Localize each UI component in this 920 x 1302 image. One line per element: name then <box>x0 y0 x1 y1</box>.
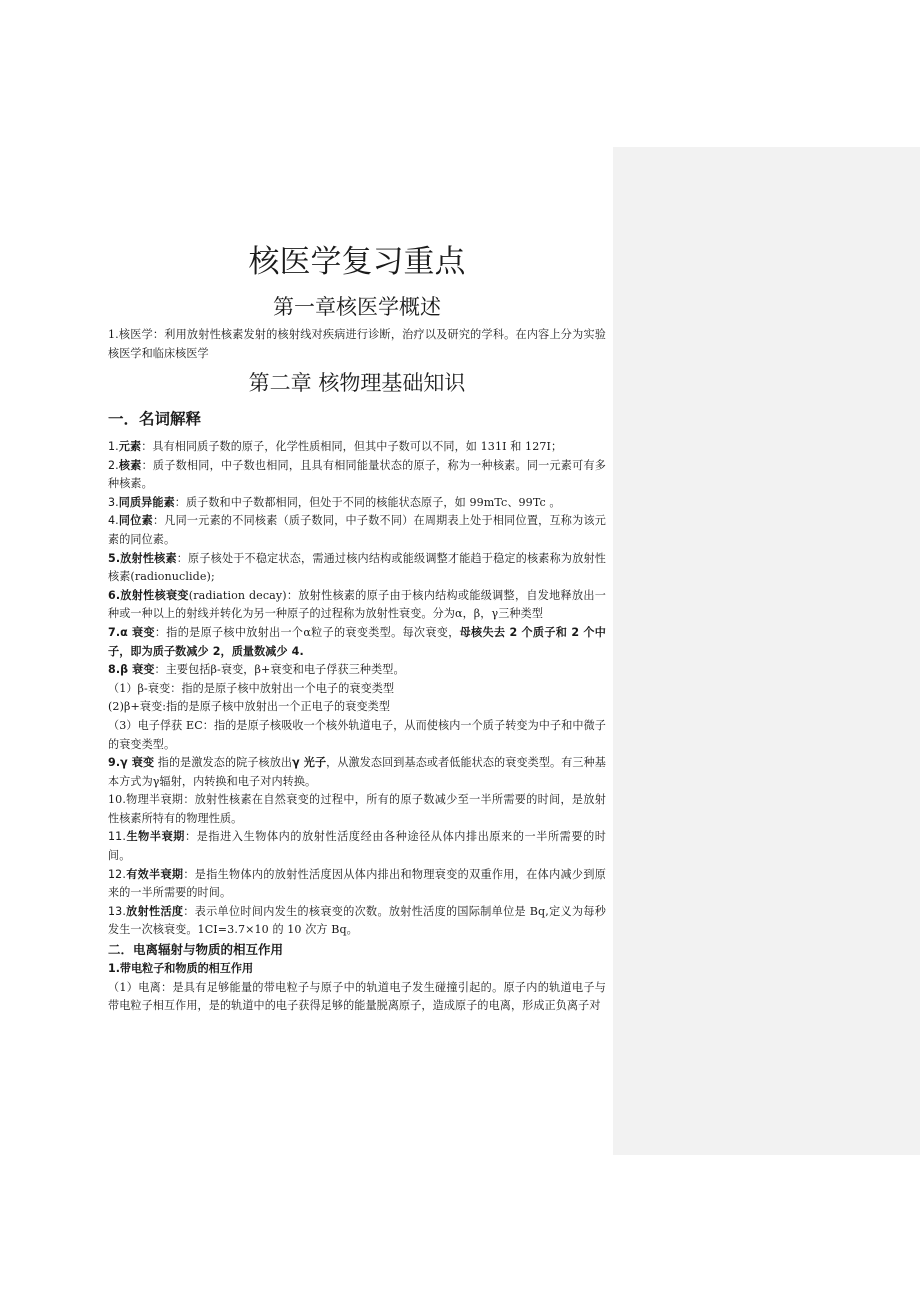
comment-pane <box>613 147 920 1155</box>
definition-subitem: （3）电子俘获 EC：指的是原子核吸收一个核外轨道电子，从而使核内一个质子转变为中子和中微子的衰变类型。 <box>108 718 606 751</box>
definition-item: 13.放射性活度：表示单位时间内发生的核衰变的次数。放射性活度的国际制单位是 Bq,定义为每秒发生一次核衰变。1CI=3.7×10 的 10 次方 Bq。 <box>108 904 606 937</box>
definition-subitem: (2)β+衰变:指的是原子核中放射出一个正电子的衰变类型 <box>108 700 391 714</box>
definition-item: 4.同位素：凡同一元素的不同核素（质子数同，中子数不同）在周期表上处于相同位置，互称为该元素的同位素。 <box>108 514 606 546</box>
section-2-heading: 二．电离辐射与物质的相互作用 <box>108 942 284 958</box>
chapter-1-heading: 第一章核医学概述 <box>273 295 441 319</box>
chapter-2-heading: 第二章 核物理基础知识 <box>248 371 466 395</box>
term: 生物半衰期 <box>125 830 186 844</box>
definition-item: 12.有效半衰期：是指生物体内的放射性活度因从体内排出和物理衰变的双重作用，在体内减少到原来的一半所需要的时间。 <box>108 867 606 900</box>
term: 元素 <box>118 440 142 453</box>
document-title: 核医学复习重点 <box>248 244 466 280</box>
definition-item: 1.元素：具有相同质子数的原子，化学性质相同，但其中子数可以不同，如 131I 和 127I； <box>108 440 563 453</box>
definition-item: 11.生物半衰期：是指进入生物体内的放射性活度经由各种途径从体内排出原来的一半所需要的时间。 <box>108 830 606 863</box>
term: γ 衰变 <box>120 756 155 770</box>
definition-subitem: （1）β-衰变：指的是原子核中放射出一个电子的衰变类型 <box>108 681 395 695</box>
definition-item: 5.放射性核素：原子核处于不稳定状态，需通过核内结构或能级调整才能趋于稳定的核素称为放射性核素(radionuclide); <box>108 551 606 584</box>
emphasis: 母核失去 2 个质子和 2 个中子，即为质子数减少 2，质量数减少 4. <box>108 625 606 658</box>
term: β 衰变 <box>120 663 155 677</box>
subsection-heading: 1.带电粒子和物质的相互作用 <box>108 962 254 976</box>
term: 放射性核衰变 <box>120 588 189 602</box>
definition-item: 6.放射性核衰变(radiation decay)：放射性核素的原子由于核内结构或能级调整，自发地释放出一种或一种以上的射线并转化为另一种原子的过程称为放射性衰变。分为α，β，γ三种类型 <box>108 588 606 621</box>
emphasis: γ 光子 <box>292 756 327 770</box>
definitions-list <box>108 438 606 1016</box>
definition-item: 10.物理半衰期：放射性核素在自然衰变的过程中，所有的原子数减少至一半所需要的时间，是放射性核素所特有的物理性质。 <box>108 793 606 825</box>
term: 同质异能素 <box>118 495 175 509</box>
term: 放射性核素 <box>120 551 177 565</box>
term: 有效半衰期 <box>125 867 184 881</box>
term: 核素 <box>118 458 142 472</box>
definition-item: 8.β 衰变：主要包括β-衰变，β+衰变和电子俘获三种类型。 <box>108 663 405 677</box>
definition-item: 7.α 衰变：指的是原子核中放射出一个α粒子的衰变类型。每次衰变，母核失去 2 个质子和 2 个中子，即为质子数减少 2，质量数减少 4. <box>108 625 606 658</box>
section-1-heading: 一．名词解释 <box>108 410 202 428</box>
term: 同位素 <box>118 514 153 528</box>
term: 放射性活度 <box>125 904 184 918</box>
definition-item: 2.核素：质子数相同，中子数也相同，且具有相同能量状态的原子，称为一种核素。同一元素可有多种核素。 <box>108 458 606 491</box>
term: α 衰变 <box>120 625 155 639</box>
definition-item: 9.γ 衰变 指的是激发态的院子核放出γ 光子，从激发态回到基态或者低能状态的衰变类型。有三种基本方式为γ辐射，内转换和电子对内转换。 <box>108 756 606 788</box>
chapter-1-paragraph: 1.核医学：利用放射性核素发射的核射线对疾病进行诊断，治疗以及研究的学科。在内容上分为实验核医学和临床核医学 <box>108 328 606 360</box>
subsection-paragraph: （1）电离：是具有足够能量的带电粒子与原子中的轨道电子发生碰撞引起的。原子内的轨道电子与带电粒子相互作用，是的轨道中的电子获得足够的能量脱离原子，造成原子的电离，形成正负离子对 <box>108 980 606 1013</box>
definition-item: 3.同质异能素：质子数和中子数都相同，但处于不同的核能状态原子，如 99mTc、99Tc 。 <box>108 495 561 509</box>
